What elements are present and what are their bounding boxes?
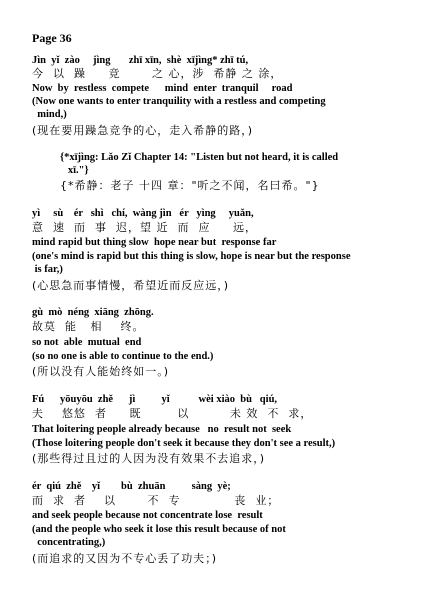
gloss-line: mind rapid but thing slow hope near but response far xyxy=(32,237,277,248)
footnote-line: xī."} xyxy=(60,165,89,176)
translation-line: (Those loitering people don't seek it because they don't see a result,) xyxy=(32,438,336,449)
pinyin-line: gù mò néng xiāng zhōng. xyxy=(32,307,154,318)
chinese-translation-line: (而追求的又因为不专心丢了功夫；) xyxy=(32,552,218,565)
chinese-translation-line: (那些得过且过的人因为没有效果不去追求，) xyxy=(32,452,266,465)
chinese-line: 夫 悠悠 者 既 以 未 效 不 求， xyxy=(32,407,313,420)
pinyin-line: Jìn yǐ zào jìng zhī xīn, shè xījìng* zhī tú, xyxy=(32,55,249,66)
pinyin-line: Fú yōuyōu zhě jì yǐ wèi xiào bù qiú, xyxy=(32,394,278,405)
chinese-line: 意 速 而 事 迟，望 近 而 应 远， xyxy=(32,221,257,234)
pinyin-line: yì sù ér shì chí, wàng jìn ér yìng yuǎn, xyxy=(32,208,254,219)
gloss-line: so not able mutual end xyxy=(32,337,142,348)
chinese-line: 今 以 躁 竞 之 心，涉 希静 之 涂， xyxy=(32,67,283,80)
footnote-chinese-line: {*希静：老子 十四 章："听之不闻，名曰希。"} xyxy=(60,179,320,192)
translation-line: (and the people who seek it lose this result because of not xyxy=(32,524,286,535)
chinese-translation-line: (所以没有人能始终如一。) xyxy=(32,365,170,378)
translation-line: is far,) xyxy=(32,264,63,275)
page-label: Page 36 xyxy=(32,31,72,45)
translation-line: (Now one wants to enter tranquility with a restless and competing xyxy=(32,96,326,107)
gloss-line: Now by restless compete mind enter tranquil road xyxy=(32,83,293,94)
translation-line: concentrating,) xyxy=(32,537,106,548)
gloss-line: and seek people because not concentrate lose result xyxy=(32,510,263,521)
gloss-line: That loitering people already because no result not seek xyxy=(32,424,292,435)
translation-line: (so no one is able to continue to the end.) xyxy=(32,351,214,362)
chinese-translation-line: (现在要用躁急竞争的心，走入希静的路，) xyxy=(32,124,254,137)
chinese-line: 而 求 者 以 不 专 丧 业； xyxy=(32,494,280,507)
pinyin-line: ér qiú zhě yǐ bù zhuān sàng yè; xyxy=(32,481,231,492)
translation-line: (one's mind is rapid but this thing is slow, hope is near but the response xyxy=(32,251,351,262)
chinese-translation-line: (心思急而事情慢，希望近而反应远，) xyxy=(32,279,230,292)
chinese-line: 故莫 能 相 终。 xyxy=(32,320,145,333)
translation-line: mind,) xyxy=(32,109,67,120)
footnote-line: {*xījìng: Lǎo Zǐ Chapter 14: "Listen but not heard, it is called xyxy=(60,152,339,163)
